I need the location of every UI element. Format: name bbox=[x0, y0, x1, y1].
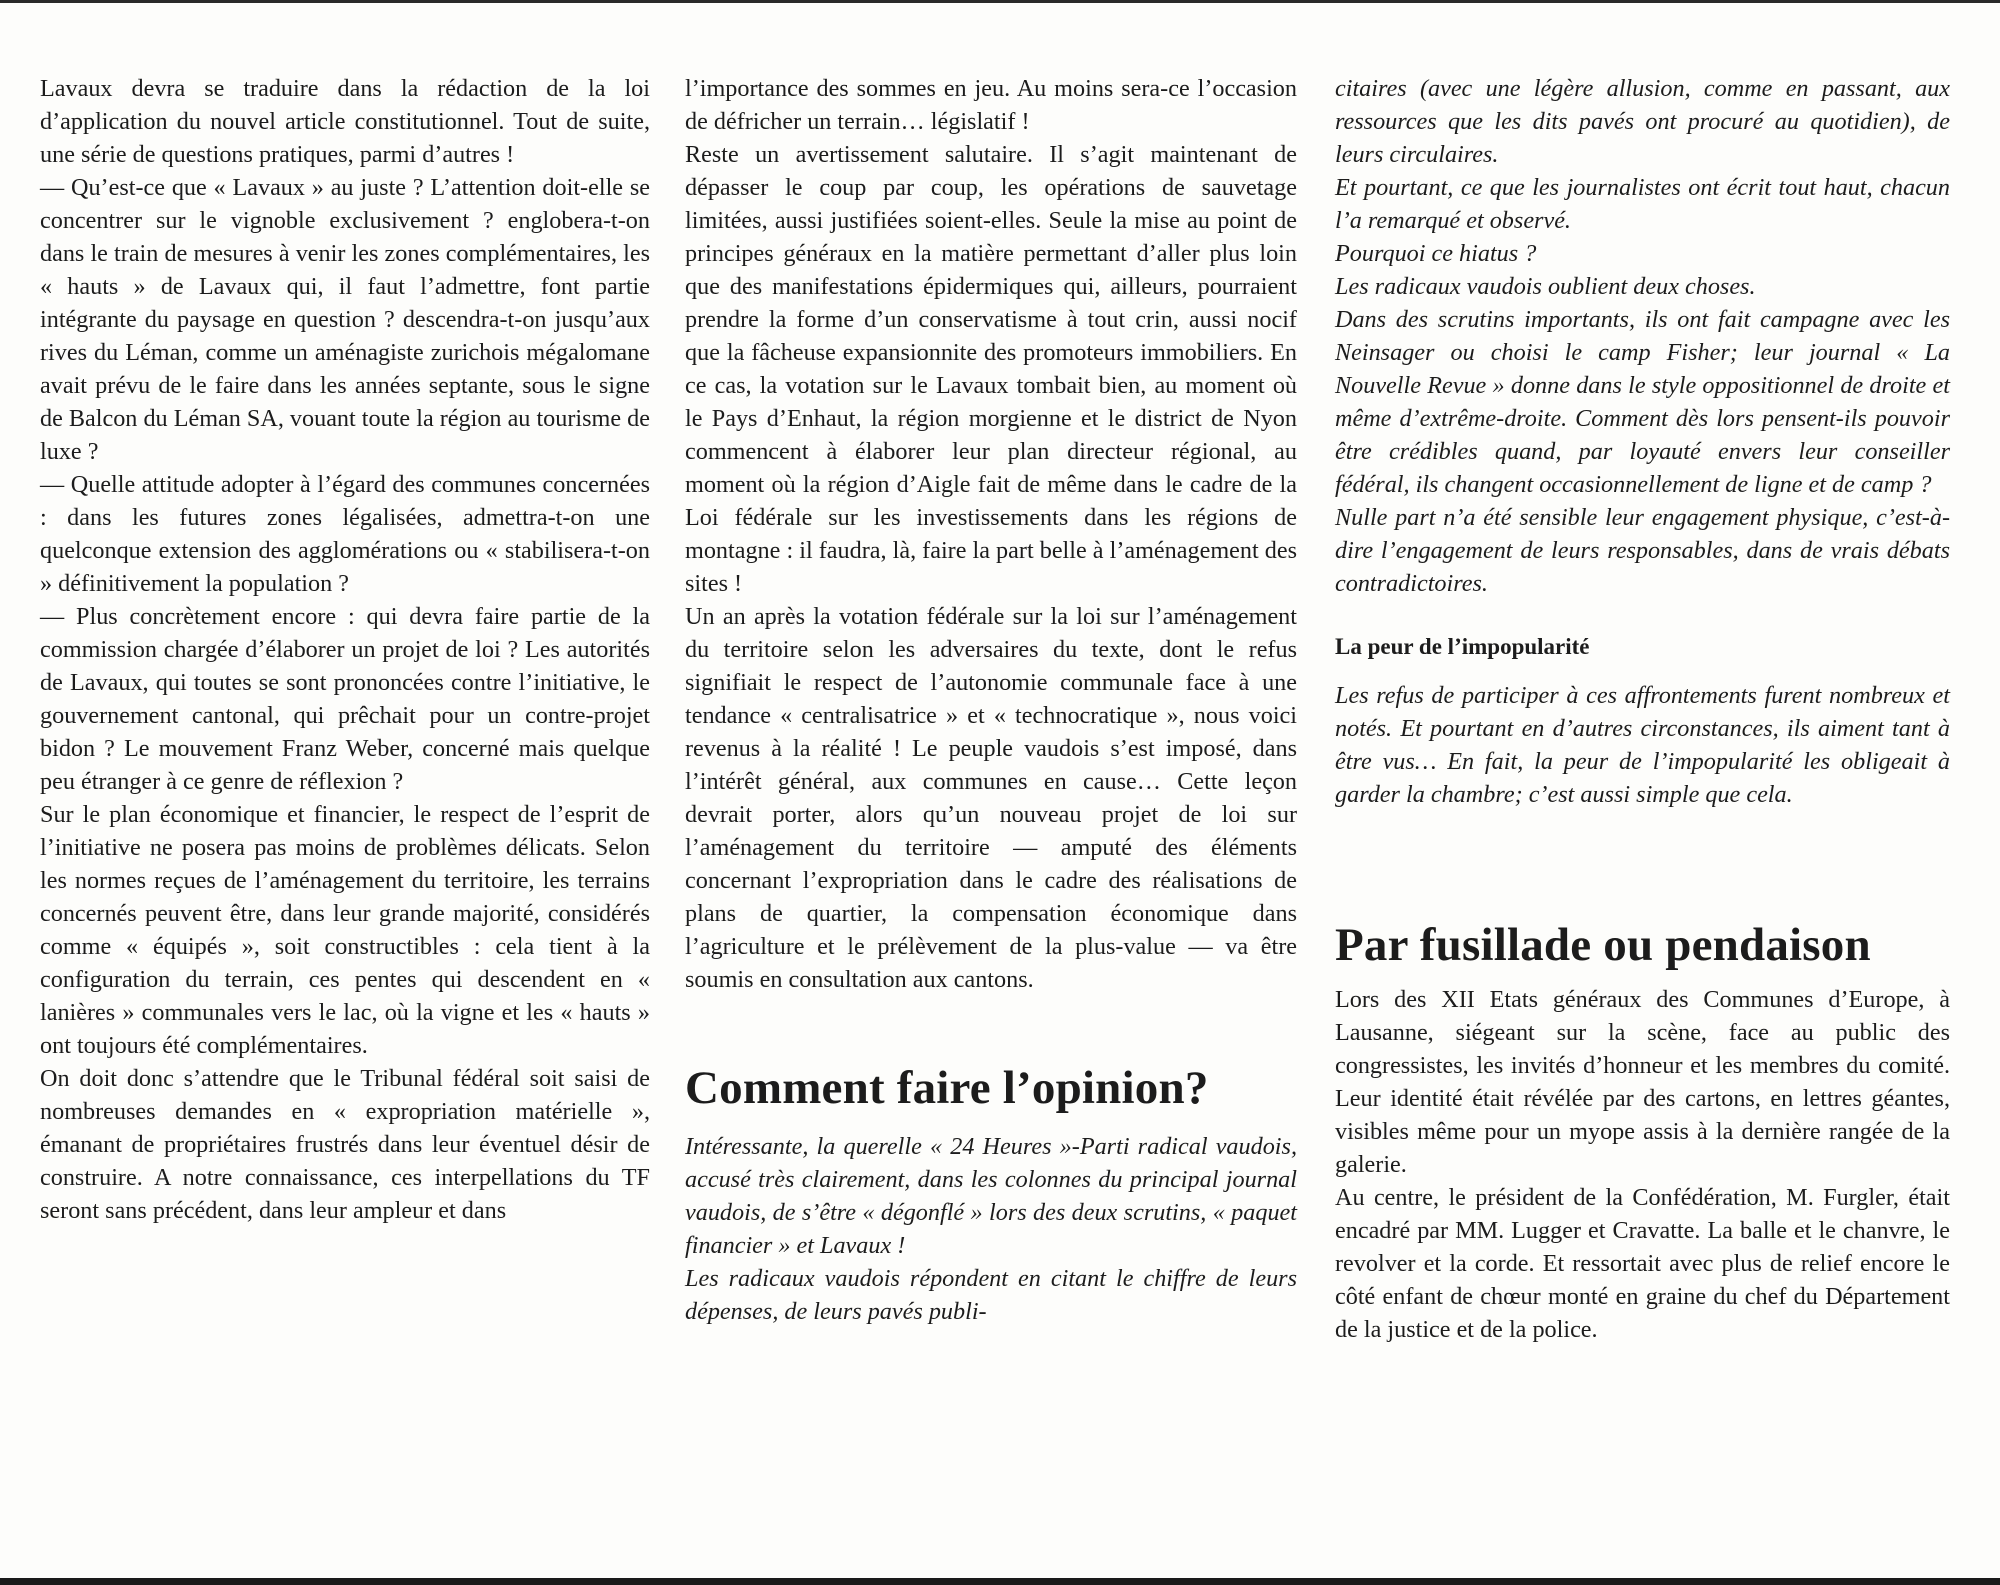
paragraph: Pourquoi ce hiatus ? bbox=[1335, 240, 1537, 267]
section-subheading: La peur de l’impopularité bbox=[1335, 634, 1590, 659]
paragraph: On doit donc s’attendre que le Tribunal fédéral soit saisi de nombreuses demandes en « expropriation matérielle », émanant de propriétaires frustrés dans leur éventuel désir de construire. A notre connaissance, ces interpellations du TF seront sans précédent, dans leur ampleur et dans bbox=[40, 1065, 650, 1224]
paragraph: Lors des XII Etats généraux des Communes d’Europe, à Lausanne, siégeant sur la scène, face au public des congressistes, les invités d’honneur et les membres du comité. Leur identité était révélée par des cartons, en lettres géantes, visibles même pour un myope assis à la dernière rangée de la galerie. bbox=[1335, 986, 1950, 1178]
paragraph: Et pourtant, ce que les journalistes ont écrit tout haut, chacun l’a remarqué et observé. bbox=[1335, 174, 1950, 234]
paragraph: — Qu’est-ce que « Lavaux » au juste ? L’attention doit-elle se concentrer sur le vignoble exclusivement ? englobera-t-on dans le train de mesures à venir les zones complémentaires, les « hauts » de Lavaux qui, il faut l’admettre, font partie intégrante du paysage en question ? descendra-t-on jusqu’aux rives du Léman, comme un aménagiste zurichois mégalomane avait prévu de le faire dans les années septante, sous le signe de Balcon du Léman SA, vouant toute la région au tourisme de luxe ? bbox=[40, 174, 650, 465]
paragraph: — Quelle attitude adopter à l’égard des communes concernées : dans les futures zones légalisées, admettra-t-on une quelconque extension des agglomérations ou « stabilisera-t-on » définitivement la population ? bbox=[40, 471, 650, 597]
paragraph: citaires (avec une légère allusion, comme en passant, aux ressources que les dits pavés ont procuré au quotidien), de leurs circulaires. bbox=[1335, 75, 1950, 168]
article-heading: Comment faire l’opinion? bbox=[685, 1062, 1209, 1114]
column-2 bbox=[685, 72, 1297, 1328]
paragraph: Nulle part n’a été sensible leur engagement physique, c’est-à-dire l’engagement de leurs responsables, dans de vrais débats contradictoires. bbox=[1335, 504, 1950, 597]
paragraph: Au centre, le président de la Confédération, M. Furgler, était encadré par MM. Lugger et Cravatte. La balle et le chanvre, le revolver et la corde. Et ressortait avec plus de relief encore le côté enfant de chœur monté en graine du chef du Département de la justice et de la police. bbox=[1335, 1184, 1950, 1343]
column-1 bbox=[40, 72, 650, 1227]
bottom-rule bbox=[0, 1578, 2000, 1585]
paragraph: Reste un avertissement salutaire. Il s’agit maintenant de dépasser le coup par coup, les opérations de sauvetage limitées, aussi justifiées soient-elles. Seule la mise au point de principes généraux en la matière permettant d’aller plus loin que des manifestations épidermiques qui, ailleurs, pourraient prendre la forme d’un conservatisme à tout crin, aussi nocif que la fâcheuse expansionnite des promoteurs immobiliers. En ce cas, la votation sur le Lavaux tombait bien, au moment où le Pays d’Enhaut, la région morgienne et le district de Nyon commencent à élaborer leur plan directeur régional, au moment où la région d’Aigle fait de même dans le cadre de la Loi fédérale sur les investissements dans les régions de montagne : il faudra, là, faire la part belle à l’aménagement des sites ! bbox=[685, 141, 1297, 597]
article-heading: Par fusillade ou pendaison bbox=[1335, 919, 1871, 971]
paragraph: Les radicaux vaudois répondent en citant le chiffre de leurs dépenses, de leurs pavés publi- bbox=[685, 1265, 1297, 1325]
paragraph: Les refus de participer à ces affrontements furent nombreux et notés. Et pourtant en d’autres circonstances, ils aiment tant à être vus… En fait, la peur de l’impopularité les obligeait à garder la chambre; c’est aussi simple que cela. bbox=[1335, 682, 1950, 808]
paragraph: Intéressante, la querelle « 24 Heures »-Parti radical vaudois, accusé très clairement, dans les colonnes du principal journal vaudois, de s’être « dégonflé » lors des deux scrutins, « paquet financier » et Lavaux ! bbox=[685, 1133, 1297, 1259]
paragraph: Sur le plan économique et financier, le respect de l’esprit de l’initiative ne posera pas moins de problèmes délicats. Selon les normes reçues de l’aménagement du territoire, les terrains concernés peuvent être, dans leur grande majorité, considérés comme « équipés », soit constructibles : cela tient à la configuration du terrain, ces pentes qui descendent en « lanières » communales vers le lac, où la vigne et les « hauts » ont toujours été complémentaires. bbox=[40, 801, 650, 1059]
paragraph: l’importance des sommes en jeu. Au moins sera-ce l’occasion de défricher un terrain… législatif ! bbox=[685, 75, 1297, 135]
paragraph: Les radicaux vaudois oublient deux choses. bbox=[1335, 273, 1756, 300]
top-rule bbox=[0, 0, 2000, 3]
column-3 bbox=[1335, 72, 1950, 1346]
paragraph: Un an après la votation fédérale sur la loi sur l’aménagement du territoire selon les adversaires du texte, dont le refus signifiait le respect de l’autonomie communale face à une tendance « centralisatrice » et « technocratique », nous voici revenus à la réalité ! Le peuple vaudois s’est imposé, dans l’intérêt général, aux communes en cause… Cette leçon devrait porter, alors qu’un nouveau projet de loi sur l’aménagement du territoire — amputé des éléments concernant l’expropriation dans le cadre des réalisations de plans de quartier, la compensation économique dans l’agriculture et le prélèvement de la plus-value — va être soumis en consultation aux cantons. bbox=[685, 603, 1297, 993]
paragraph: Lavaux devra se traduire dans la rédaction de la loi d’application du nouvel article constitutionnel. Tout de suite, une série de questions pratiques, parmi d’autres ! bbox=[40, 75, 650, 168]
paragraph: — Plus concrètement encore : qui devra faire partie de la commission chargée d’élaborer un projet de loi ? Les autorités de Lavaux, qui toutes se sont prononcées contre l’initiative, le gouvernement cantonal, qui prêchait pour un contre-projet bidon ? Le mouvement Franz Weber, concerné mais quelque peu étranger à ce genre de réflexion ? bbox=[40, 603, 650, 795]
paragraph: Dans des scrutins importants, ils ont fait campagne avec les Neinsager ou choisi le camp Fisher; leur journal « La Nouvelle Revue » donne dans le style oppositionnel de droite et même d’extrême-droite. Comment dès lors pensent-ils pouvoir être crédibles quand, par loyauté envers leur conseiller fédéral, ils changent occasionnellement de ligne et de camp ? bbox=[1335, 306, 1950, 498]
